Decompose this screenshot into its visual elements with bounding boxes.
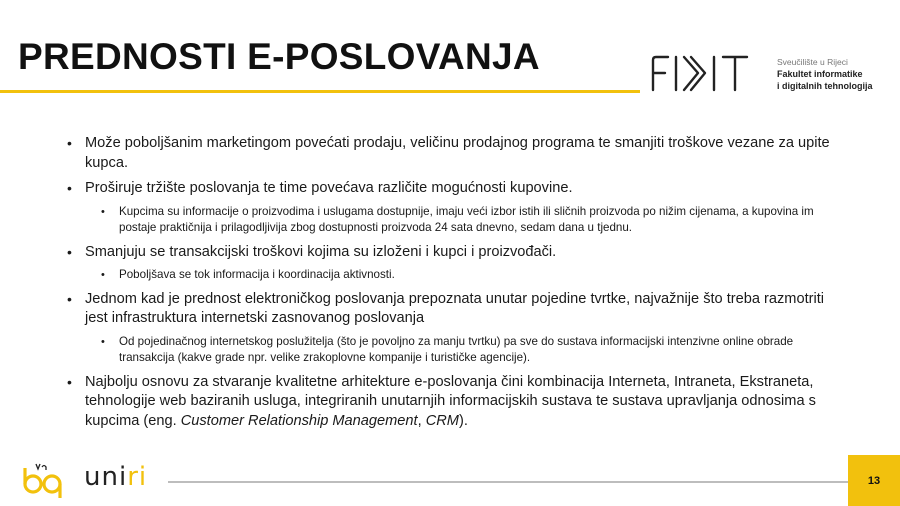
bullet-text: Jednom kad je prednost elektroničkog poslovanja prepoznata unutar pojedine tvrtke, najvažnije što treba razmotriti jest infrastruktura internetski zasnovanog poslovanja — [85, 290, 825, 326]
uniri-logo — [84, 462, 147, 492]
bullet-list — [66, 134, 846, 431]
footer-divider — [168, 481, 848, 483]
bullet-term-crm-full: Customer Relationship Management — [180, 412, 418, 429]
university-name: Sveučilište u Rijeci — [777, 57, 848, 67]
page-number: 13 — [867, 474, 881, 487]
bullet-text-separator: , — [417, 412, 426, 429]
sub-bullet-list — [85, 204, 846, 237]
bullet-text: Može poboljšanim marketingom povećati prodaju, veličinu prodajnog programa te smanjiti troškove vezane za upite kupca. — [85, 135, 830, 171]
bullet-item — [66, 179, 846, 237]
sub-bullet-list — [85, 334, 846, 367]
slide-title: PREDNOSTI E-POSLOVANJA — [18, 36, 540, 77]
bullet-item — [66, 134, 846, 173]
sub-bullet-list — [85, 267, 846, 284]
fidit-logo — [650, 54, 765, 94]
owl-logo-icon — [22, 458, 64, 500]
uniri-logo-ri: ri — [127, 462, 148, 492]
faculty-name-line1: Fakultet informatike — [777, 69, 863, 79]
sub-bullet-item: • Od pojedinačnog internetskog poslužitelja (što je povoljno za manju tvrtku) pa sve do sustava informacijski intenzivne online obrade transakcija (kakve grade npr. velike zrakoplovne kompanije i turističke agencije). — [85, 334, 846, 367]
bullet-text-start: Najbolju osnovu za stvaranje kvalitetne arhitekture e-poslovanja čini kombinacija Interneta, Intraneta, Ekstraneta, tehnologije web baziranih usluga, integriranih unutarnjih informacijskih sustava te sustava upravljanja odnosima s kupcima (eng. — [85, 373, 816, 429]
institution-text — [777, 56, 873, 92]
page-number-badge — [848, 455, 900, 506]
bullet-text-end: ). — [458, 412, 468, 429]
bullet-text: Smanjuju se transakcijski troškovi kojima su izloženi i kupci i proizvođači. — [85, 243, 557, 260]
bullet-item — [66, 243, 846, 284]
slide-content — [66, 134, 846, 437]
title-underline — [0, 90, 640, 93]
bullet-item — [66, 290, 846, 367]
faculty-name-line2: i digitalnih tehnologija — [777, 81, 873, 91]
bullet-term-crm: CRM — [425, 412, 459, 429]
sub-bullet-item: • Kupcima su informacije o proizvodima i uslugama dostupnije, imaju veći izbor istih ili sličnih proizvoda po nižim cijenama, a kupovina im postaje praktičnija i prilagodljivija zbog dostupnosti proizvoda 24 sata dnevno, sedam dana u tjednu. — [85, 204, 846, 237]
bullet-item — [66, 373, 846, 432]
bullet-text: Proširuje tržište poslovanja te time povećava različite mogućnosti kupovine. — [85, 180, 573, 196]
sub-bullet-item: • Poboljšava se tok informacija i koordinacija aktivnosti. — [85, 267, 846, 284]
uniri-logo-uni: uni — [84, 462, 128, 492]
